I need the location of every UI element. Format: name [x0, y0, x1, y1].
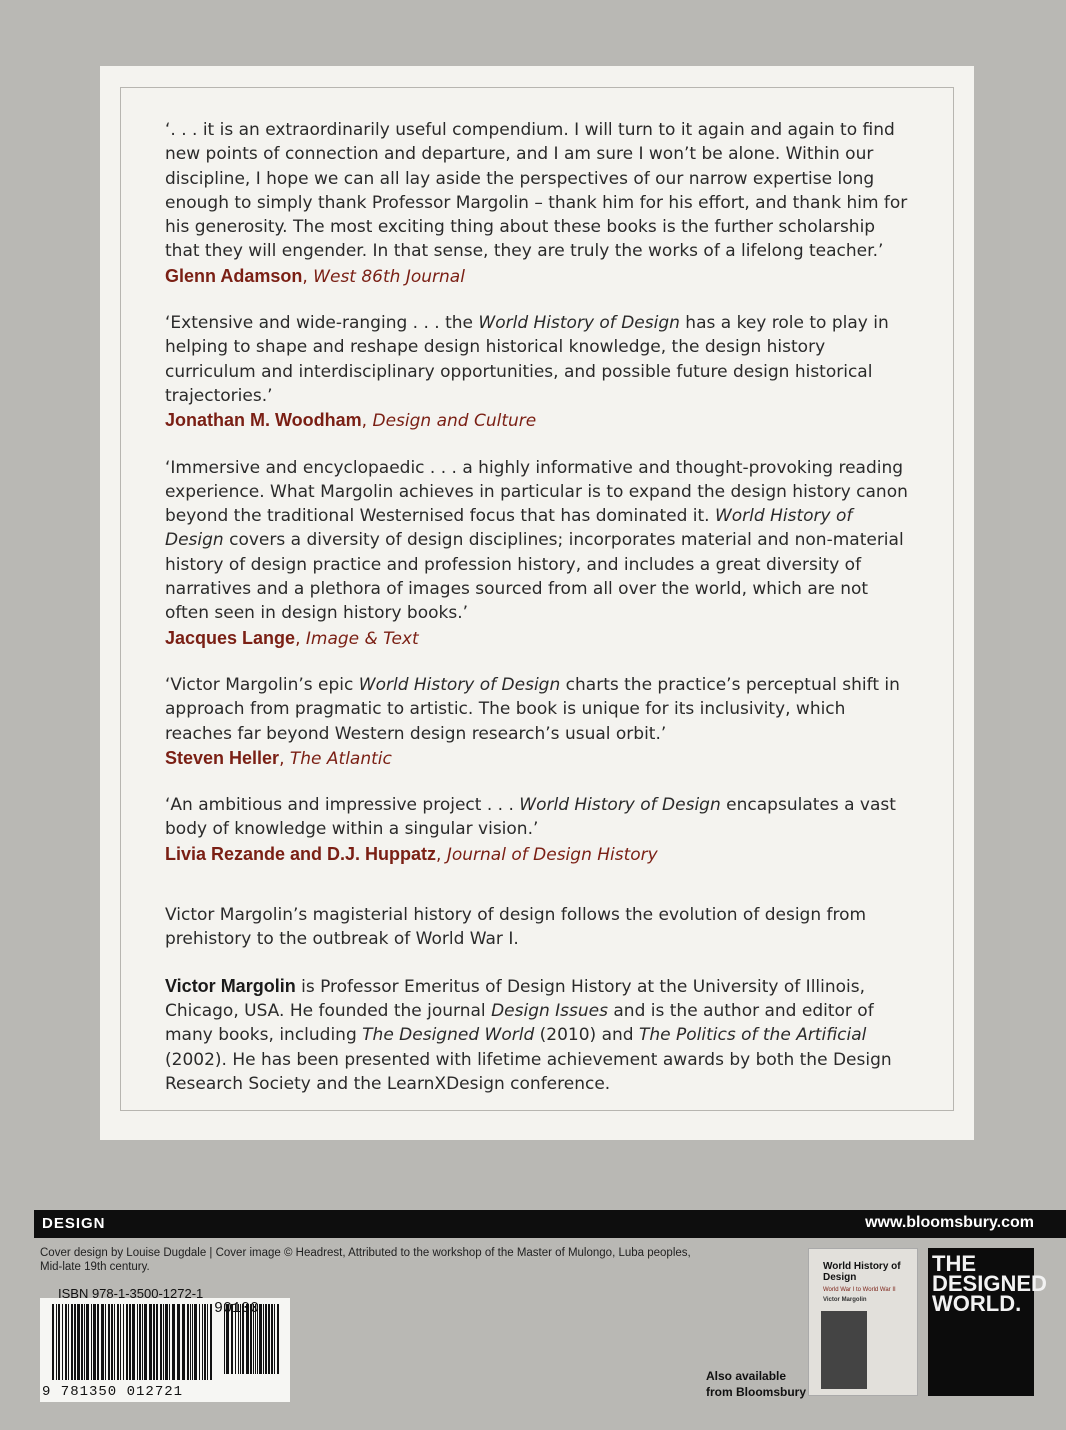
- quote-source: West 86th Journal: [313, 266, 465, 287]
- also-available-line-1: Also available: [706, 1369, 787, 1383]
- quote-attribution: Jonathan M. Woodham, Design and Culture: [165, 410, 537, 432]
- quote-source: The Atlantic: [289, 748, 392, 769]
- cover-credits: Cover design by Louise Dugdale | Cover image © Headrest, Attributed to the workshop of the Master of Mulongo, Luba peoples, Mid-late 19th century.: [40, 1247, 691, 1273]
- bio-text-4: (2002). He has been presented with lifetime achievement awards by both the Design Research Society and the LearnXDesign conference.: [165, 1049, 892, 1094]
- quote-text: ‘Victor Margolin’s epic World History of Design charts the practice’s perceptual shift in approach from pragmatic to artistic. The book is unique for its inclusivity, which reaches far beyond Western design research’s usual orbit.’: [165, 674, 900, 744]
- bio-book-1: The Designed World: [362, 1025, 535, 1046]
- isbn: ISBN 978-1-3500-1272-1: [58, 1286, 204, 1301]
- review-quote: [165, 793, 915, 867]
- quote-author: Glenn Adamson: [165, 265, 303, 286]
- quote-attribution: Jacques Lange, Image & Text: [165, 627, 419, 649]
- bio-text-1: is Professor Emeritus of Design History at the University of Illinois, Chicago, USA. He founded the journal: [165, 976, 866, 1021]
- bio-text-2: and is the author and editor of many books, including: [165, 1000, 874, 1046]
- review-quote: [165, 673, 915, 771]
- author-name: Victor Margolin: [165, 975, 296, 996]
- bio-book-2: The Politics of the Artificial: [638, 1025, 867, 1046]
- review-quote: [165, 311, 915, 433]
- quote-text: ‘Immersive and encyclopaedic . . . a highly informative and thought-provoking reading experience. What Margolin achieves in particular is to expand the design history canon beyond the traditional Westernised focus that has dominated it. World History of Design covers a diversity of design disciplines; incorporates material and non-material history of design practice and profession history, and includes a great diversity of narratives and a plethora of images sourced from all over the world, which are not often seen in design history books.’: [165, 457, 908, 624]
- related-book-author: Victor Margolin: [823, 1297, 867, 1303]
- barcode-digits: 9 781350 012721: [42, 1384, 184, 1400]
- designed-world-cover[interactable]: [928, 1248, 1047, 1396]
- related-book-cover[interactable]: [808, 1248, 918, 1396]
- publisher-website[interactable]: www.bloomsbury.com: [865, 1214, 1034, 1231]
- review-quotes: [165, 118, 915, 867]
- quote-author: Jonathan M. Woodham: [165, 410, 362, 431]
- quote-author: Steven Heller: [165, 747, 280, 768]
- quote-text: ‘An ambitious and impressive project . . . World History of Design encapsulates a vast body of knowledge within a singular vision.’: [165, 795, 896, 840]
- review-quote: [165, 118, 915, 289]
- quote-source: Journal of Design History: [446, 844, 658, 865]
- quote-text: ‘Extensive and wide-ranging . . . the World History of Design has a key role to play in helping to shape and reshape design historical knowledge, the design history curriculum and interdisciplinary opportunities, and possible future design historical trajectories.’: [165, 313, 889, 406]
- quote-author: Livia Rezande and D.J. Huppatz: [165, 843, 437, 864]
- dw-line-2: DESIGNED: [932, 1271, 1047, 1296]
- author-bio: [165, 974, 915, 1096]
- quote-attribution: Livia Rezande and D.J. Huppatz, Journal of Design History: [165, 843, 658, 865]
- quote-attribution: Steven Heller, The Atlantic: [165, 747, 392, 769]
- category-label: DESIGN: [42, 1215, 106, 1232]
- dw-line-1: THE: [932, 1251, 976, 1276]
- quote-source: Image & Text: [305, 628, 419, 649]
- quote-author: Jacques Lange: [165, 627, 296, 648]
- back-cover-text: [165, 118, 915, 1096]
- also-available-note: [706, 1368, 806, 1400]
- bio-journal: Design Issues: [491, 1000, 608, 1021]
- related-book-subtitle: World War I to World War II: [823, 1287, 896, 1293]
- price-code: 90100: [214, 1300, 260, 1317]
- also-available-line-2: from Bloomsbury: [706, 1385, 807, 1399]
- quote-source: Design and Culture: [372, 411, 537, 432]
- book-blurb: Victor Margolin’s magisterial history of design follows the evolution of design from prehistory to the outbreak of World War I.: [165, 905, 867, 950]
- dw-line-3: WORLD.: [932, 1291, 1022, 1316]
- related-book-title: World History of Design: [823, 1261, 901, 1283]
- review-quote: [165, 456, 915, 651]
- bio-text-3: (2010) and: [534, 1025, 639, 1046]
- related-book-image: [821, 1311, 867, 1389]
- category-bar: [34, 1210, 1066, 1238]
- quote-text: ‘. . . it is an extraordinarily useful compendium. I will turn to it again and again to find new points of connection and departure, and I am sure I won’t be alone. Within our discipline, I hope we can all lay aside the perspectives of our narrow expertise long enough to simply thank Professor Margolin – thank him for his effort, and thank him for his generosity. The most exciting thing about these books is the further scholarship that they will engender. In that sense, they are truly the works of a lifelong teacher.’: [165, 120, 908, 262]
- quote-attribution: Glenn Adamson, West 86th Journal: [165, 265, 465, 287]
